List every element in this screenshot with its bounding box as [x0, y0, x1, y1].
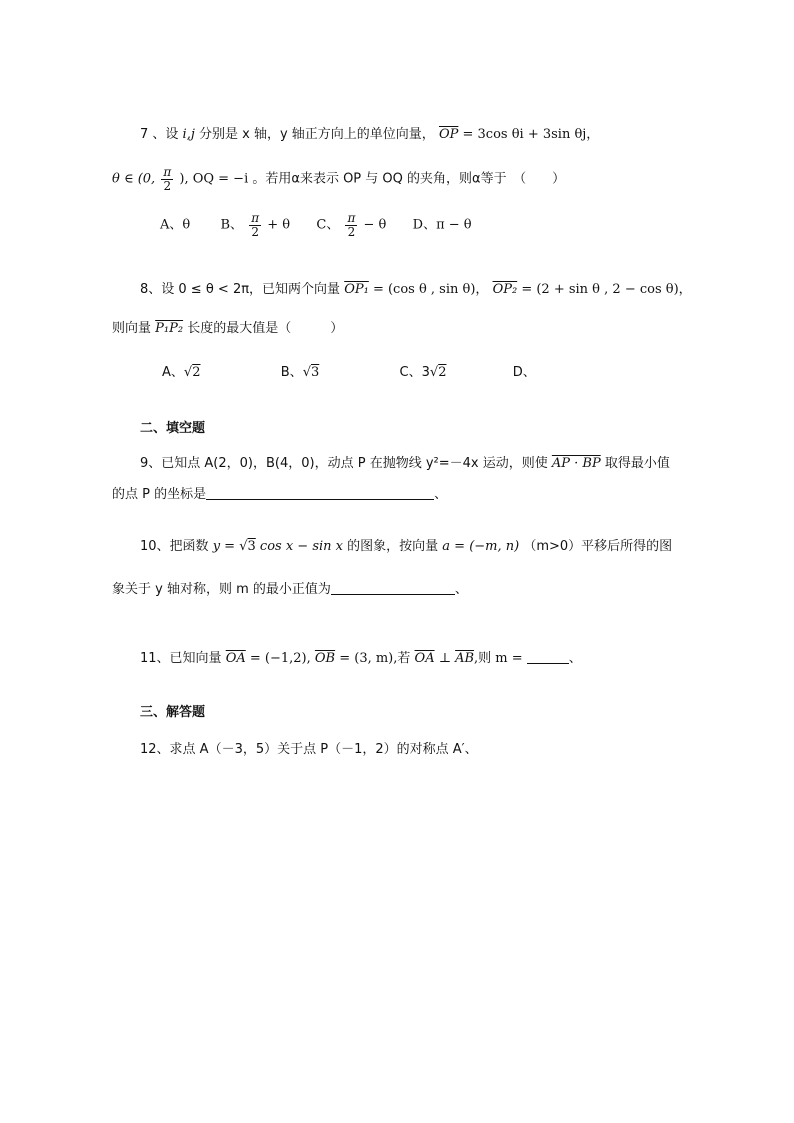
q10-func-radicand: 3 [247, 539, 256, 554]
q7-pi: π [163, 165, 172, 179]
section-solve-title: 三、解答题 [140, 705, 206, 720]
q8-option-a-sqrt: √2 [183, 365, 201, 380]
q7-op-value: = 3cos θi + 3sin θj， [462, 127, 600, 142]
q11-oa-value: = (−1,2), [245, 651, 315, 666]
q9-end: 、 [434, 487, 448, 502]
q11-ab: $\overline{AB}$ [455, 651, 475, 666]
q7-ij: i,j [182, 127, 195, 142]
q9-text-rest: 取得最小值 [604, 456, 670, 471]
q10-func-rest: cos x − sin x [259, 539, 343, 554]
q10-line1 [140, 540, 672, 553]
q7-option-c-label: C、 [316, 217, 340, 233]
q7-option-d: D、π − θ [412, 217, 472, 233]
q8-option-b-radicand: 3 [310, 365, 320, 380]
q10-mid: 的图象，按向量 [347, 539, 439, 554]
q8-line2 [112, 322, 343, 335]
q9-line2-text: 的点 P 的坐标是 [112, 487, 207, 502]
q10-line2 [112, 582, 468, 596]
q8-op1-vector: OP₁ [344, 282, 369, 297]
q8-option-c-sqrt: √2 [429, 365, 447, 380]
q12-line: 12、求点 A（－3，5）关于点 P（－1，2）的对称点 A′、 [140, 742, 478, 757]
q8-option-c-label: C、3 [399, 365, 430, 380]
q8-line2-rest: 长度的最大值是（ ） [187, 321, 344, 336]
q8-line1 [140, 283, 692, 296]
q10-answer-blank[interactable] [331, 582, 455, 595]
q8-option-a-label: A、 [162, 365, 184, 380]
q8-p1p2-vector: P₁P₂ [155, 321, 184, 336]
q11-perp: ⊥ [434, 651, 456, 666]
q7-op-vector: $\overline{OP}$ [438, 127, 459, 142]
q7-option-b-pi: π [251, 211, 260, 225]
q7-option-c-pi: π [347, 211, 356, 225]
q7-option-c-frac [345, 212, 357, 238]
q9-line2 [112, 487, 447, 501]
q8-option-a-radicand: 2 [192, 365, 201, 380]
q11-ob: $\overline{OB}$ [314, 651, 336, 666]
q7-line2-rest: 。若用α来表示 OP 与 OQ 的夹角，则α等于 （ ） [252, 171, 566, 187]
q11-answer-blank[interactable] [527, 651, 569, 664]
q8-op2-vector: OP₂ [492, 282, 518, 297]
q8-options [162, 366, 536, 379]
q7-line2 [112, 166, 565, 192]
q10-func-sqrt: √3 [239, 539, 256, 554]
q11-ob-value: = (3, m),若 [335, 651, 415, 666]
q8-op1-value: = (cos θ , sin θ)， [372, 282, 489, 297]
q7-mid: 分别是 x 轴，y 轴正方向上的单位向量， [199, 127, 435, 142]
q7-line1 [140, 128, 599, 141]
q7-option-c-tail: − θ [363, 217, 387, 233]
q7-two: 2 [163, 178, 172, 193]
q7-theta-in: θ ∈ (0, [112, 171, 156, 187]
q11-oa-2: $\overline{OA}$ [414, 651, 435, 666]
q8-option-d: D、 [512, 365, 536, 380]
q9-ap-bp: AP · BP [551, 456, 601, 471]
q10-rest: （m>0）平移后所得的图 [523, 539, 673, 554]
q9-answer-blank[interactable] [206, 487, 434, 500]
q7-option-a: A、θ [160, 217, 191, 233]
q7-option-b-tail: + θ [267, 217, 291, 233]
q10-vector: a = (−m, n) [442, 539, 520, 554]
q11-line [140, 651, 582, 665]
q8-line2-prefix: 则向量 [112, 321, 152, 336]
q7-oq: ), OQ = −i [179, 171, 249, 187]
q8-op2-value: = (2 + sin θ , 2 − cos θ)， [521, 282, 692, 297]
q10-prefix: 10、把函数 [140, 539, 209, 554]
q7-option-c-two: 2 [347, 224, 356, 239]
q8-prefix: 8、设 0 ≤ θ < 2π，已知两个向量 [140, 282, 341, 297]
q8-option-b-label: B、 [280, 365, 303, 380]
q11-oa: $\overline{OA}$ [225, 651, 246, 666]
q7-prefix: 7 、设 [140, 127, 179, 142]
q8-option-b-sqrt: √3 [302, 365, 320, 380]
q7-options [160, 212, 472, 238]
q7-pi-over-2 [161, 166, 173, 192]
q10-line2-text: 象关于 y 轴对称，则 m 的最小正值为 [112, 582, 331, 597]
q10-end: 、 [454, 582, 468, 597]
q8-option-c-radicand: 2 [438, 365, 447, 380]
section-fill-in-title: 二、填空题 [140, 421, 206, 436]
q7-option-b-frac [249, 212, 261, 238]
q7-option-b-label: B、 [220, 217, 244, 233]
q11-prefix: 11、已知向量 [140, 651, 222, 666]
q9-line1 [140, 457, 670, 470]
q7-option-b-two: 2 [251, 224, 259, 239]
q11-tail: ,则 m = [474, 651, 527, 666]
q10-func-lhs: y = [212, 539, 240, 554]
q9-text: 9、已知点 A(2，0)，B(4，0)，动点 P 在抛物线 y²=－4x 运动，则使 [140, 456, 548, 471]
q11-end: 、 [568, 651, 582, 666]
